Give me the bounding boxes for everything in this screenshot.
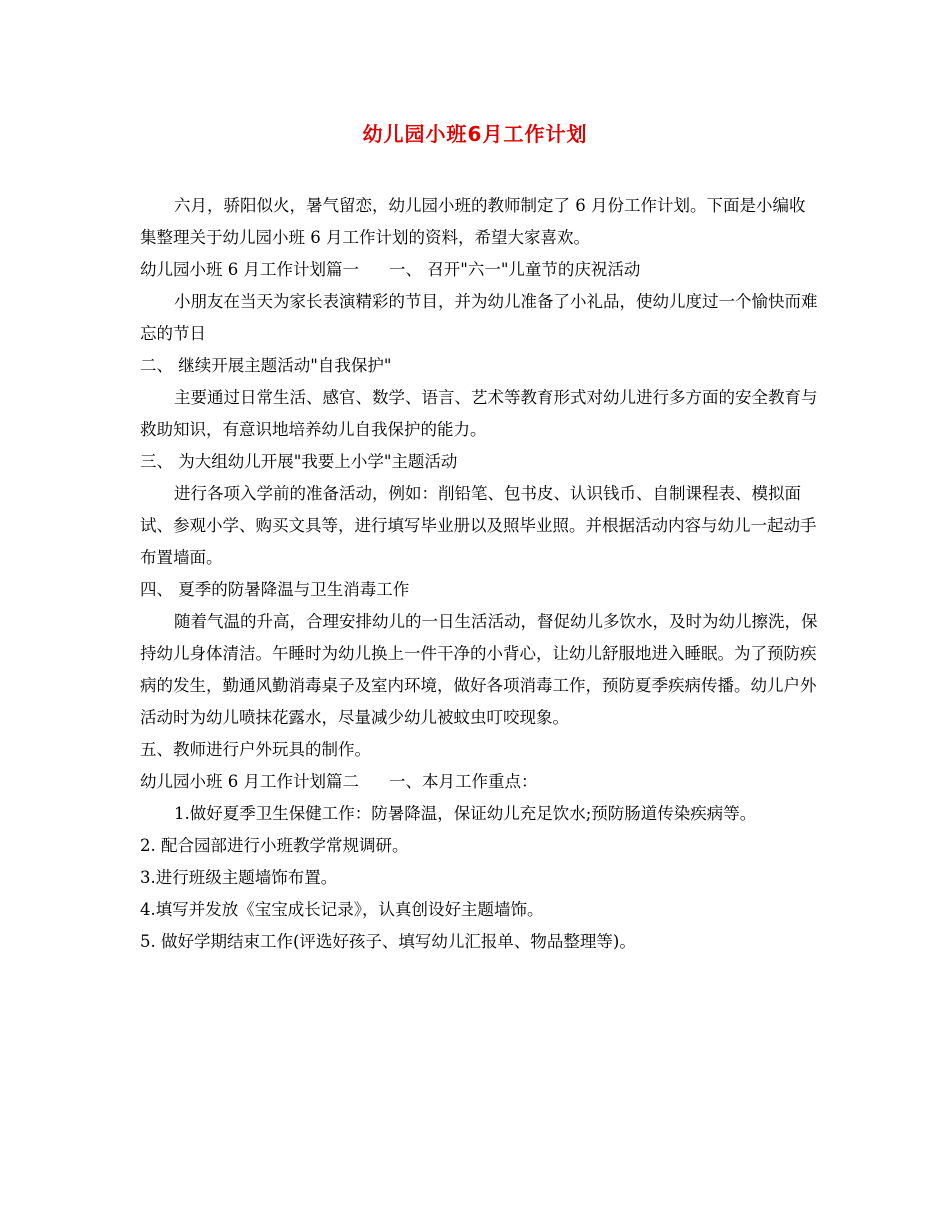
list-item-2: 2. 配合园部进行小班教学常规调研。 <box>140 836 409 855</box>
section-heading-part-two <box>140 766 820 798</box>
paragraph-summer-hygiene: 随着气温的升高，合理安排幼儿的一日生活活动，督促幼儿多饮水，及时为幼儿擦洗，保持幼儿身体清洁。午睡时为幼儿换上一件干净的小背心，让幼儿舒服地进入睡眠。为了预防疾病的发生，勤通风勤消毒桌子及室内环境，做好各项消毒工作，预防夏季疾病传播。幼儿户外活动时为幼儿喷抹花露水，尽量减少幼儿被蚊虫叮咬现象。 <box>140 612 818 727</box>
list-item-1: 1.做好夏季卫生保健工作：防暑降温，保证幼儿充足饮水;预防肠道传染疾病等。 <box>174 804 757 823</box>
document-body <box>140 190 820 958</box>
paragraph-childrens-day: 小朋友在当天为家长表演精彩的节目，并为幼儿准备了小礼品，使幼儿度过一个愉快而难忘的节日 <box>140 292 818 343</box>
item-two-heading: 二、 继续开展主题活动"自我保护" <box>140 356 392 375</box>
part-two-label: 幼儿园小班 6 月工作计划篇二 <box>140 772 359 791</box>
paragraph-school-prep: 进行各项入学前的准备活动，例如：削铅笔、包书皮、认识钱币、自制课程表、模拟面试、参观小学、购买文具等，进行填写毕业册以及照毕业照。并根据活动内容与幼儿一起动手布置墙面。 <box>140 484 817 567</box>
list-item-3: 3.进行班级主题墙饰布置。 <box>140 868 338 887</box>
item-three-heading: 三、 为大组幼儿开展"我要上小学"主题活动 <box>140 452 458 471</box>
item-four-heading: 四、 夏季的防暑降温与卫生消毒工作 <box>140 580 410 599</box>
paragraph-self-protection: 主要通过日常生活、感官、数学、语言、艺术等教育形式对幼儿进行多方面的安全教育与救助知识，有意识地培养幼儿自我保护的能力。 <box>140 388 818 439</box>
part-two-item-one: 一、本月工作重点： <box>389 772 538 791</box>
paragraph-intro: 六月，骄阳似火，暑气留恋，幼儿园小班的教师制定了 6 月份工作计划。下面是小编收集整理关于幼儿园小班 6 月工作计划的资料，希望大家喜欢。 <box>140 196 806 247</box>
part-one-item-one: 一、 召开"六一"儿童节的庆祝活动 <box>389 260 641 279</box>
part-one-label: 幼儿园小班 6 月工作计划篇一 <box>140 260 359 279</box>
section-heading-part-one <box>140 254 820 286</box>
item-five-heading: 五、教师进行户外玩具的制作。 <box>140 740 371 759</box>
document-title: 幼儿园小班6月工作计划 <box>362 122 588 146</box>
list-item-4: 4.填写并发放《宝宝成长记录》，认真创设好主题墙饰。 <box>140 900 544 919</box>
list-item-5: 5. 做好学期结束工作(评选好孩子、填写幼儿汇报单、物品整理等)。 <box>140 932 636 951</box>
